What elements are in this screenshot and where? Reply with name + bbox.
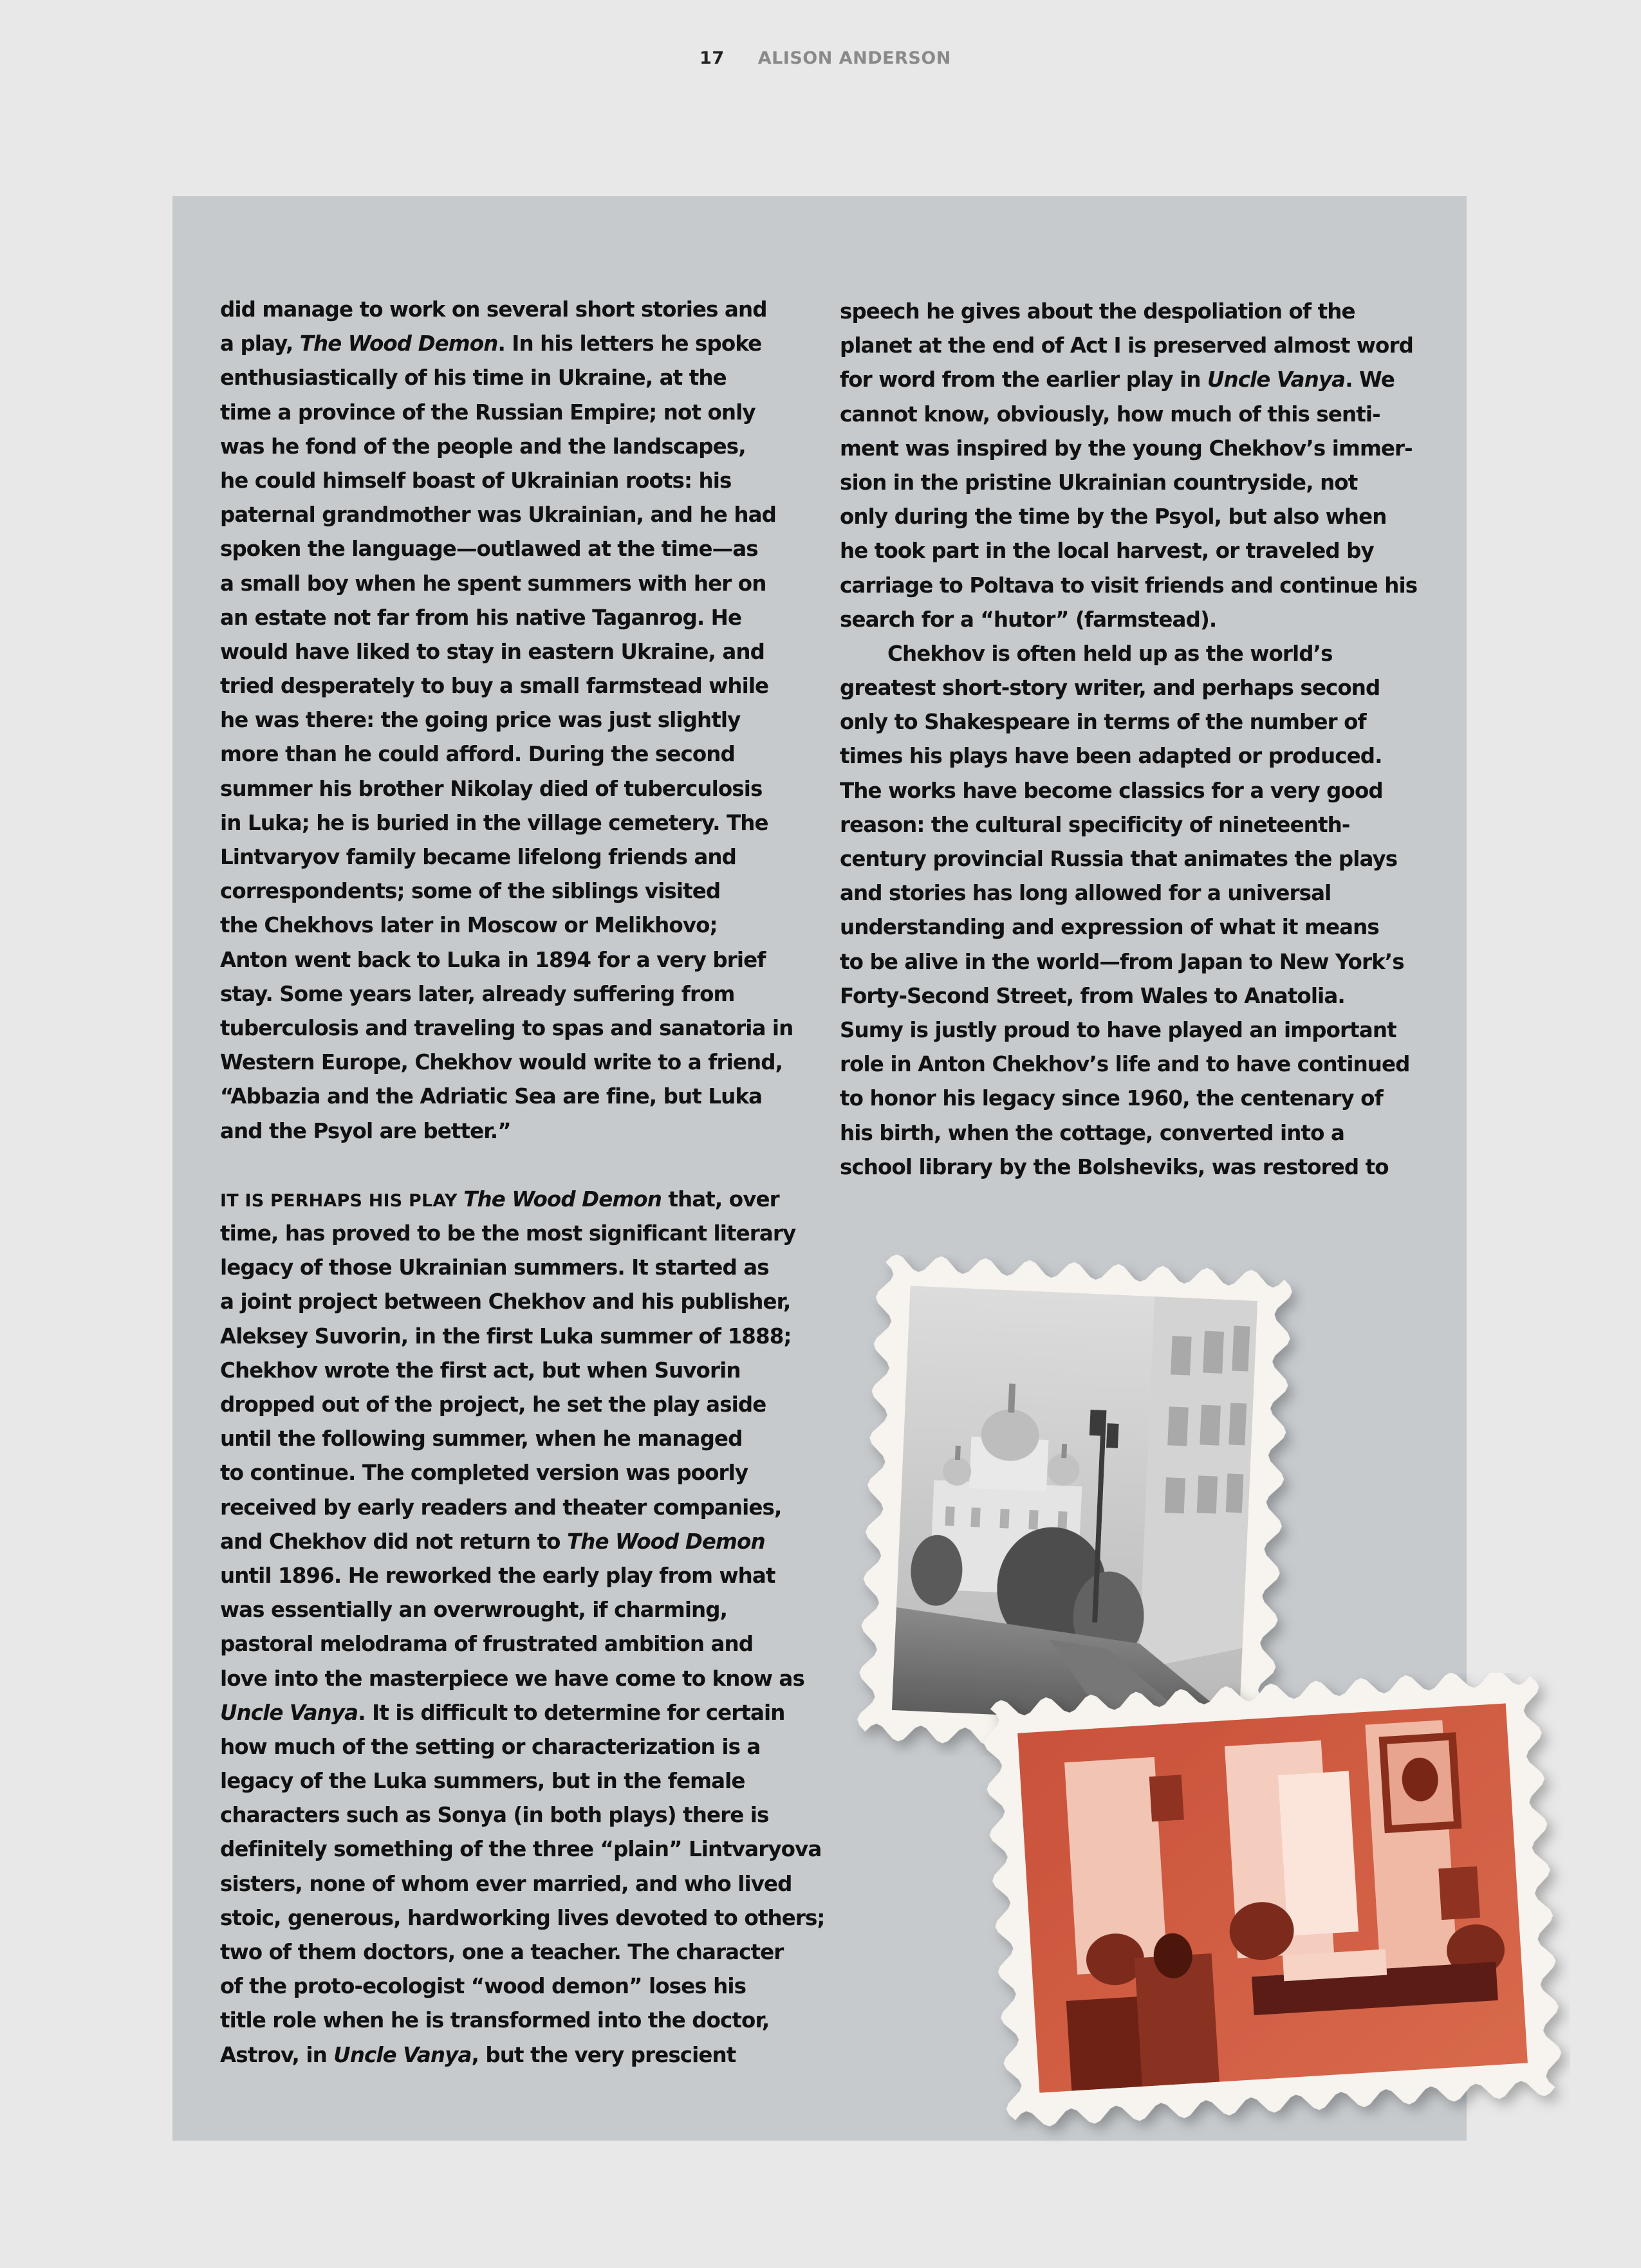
- text-segment: cannot know, obviously, how much of this senti-: [840, 401, 1380, 427]
- text-line: [220, 977, 812, 1011]
- text-line: [220, 1114, 812, 1148]
- text-line: [840, 534, 1438, 568]
- text-line: [220, 1627, 812, 1661]
- text-segment: school library by the Bolsheviks, was restored to: [840, 1154, 1389, 1179]
- text-segment: sion in the pristine Ukrainian countryside, not: [840, 470, 1358, 495]
- text-line: [220, 1969, 812, 2004]
- text-line: [220, 1764, 812, 1798]
- text-segment: and stories has long allowed for a universal: [840, 881, 1331, 906]
- text-segment: he was there: the going price was just slightly: [220, 708, 741, 733]
- text-line: [220, 498, 812, 532]
- text-segment: more than he could afford. During the second: [220, 742, 735, 767]
- text-line: [840, 1013, 1438, 1047]
- text-segment: and the Psyol are better.”: [220, 1118, 511, 1143]
- text-line: [220, 703, 812, 737]
- text-segment: Anton went back to Luka in 1894 for a very brief: [220, 947, 766, 972]
- text-line: [840, 1082, 1438, 1116]
- text-segment: Astrov, in: [220, 2042, 334, 2067]
- text-segment: until 1896. He reworked the early play from what: [220, 1563, 775, 1588]
- text-segment: time a province of the Russian Empire; not only: [220, 400, 756, 425]
- text-segment: an estate not far from his native Taganrog. He: [220, 605, 742, 630]
- text-line: [840, 603, 1438, 637]
- text-segment: ment was inspired by the young Chekhov’s immer-: [840, 436, 1413, 461]
- text-segment: Lintvaryov family became lifelong friends and: [220, 845, 737, 869]
- text-segment: summer his brother Nikolay died of tuberculosis: [220, 776, 763, 801]
- text-segment: that, over: [661, 1186, 779, 1212]
- text-line: [220, 2038, 812, 2072]
- text-line: [840, 432, 1438, 466]
- text-line: [220, 840, 812, 874]
- text-line: [220, 874, 812, 908]
- text-line: [840, 910, 1438, 945]
- text-segment: dropped out of the project, he set the play aside: [220, 1392, 766, 1417]
- text-line: [840, 671, 1438, 705]
- text-segment: a joint project between Chekhov and his publisher,: [220, 1289, 791, 1314]
- text-line: [840, 1116, 1438, 1150]
- text-segment: legacy of those Ukrainian summers. It started as: [220, 1255, 769, 1280]
- text-segment: tried desperately to buy a small farmstead while: [220, 674, 769, 699]
- text-line: [220, 1354, 812, 1388]
- text-line: [220, 1525, 812, 1559]
- text-line: [220, 1730, 812, 1764]
- text-segment: search for a “hutor” (farmstead).: [840, 607, 1217, 632]
- text-segment: , but the very prescient: [471, 2042, 736, 2067]
- text-line: [840, 500, 1438, 534]
- text-line: [840, 876, 1438, 910]
- text-line: [220, 806, 812, 840]
- text-segment: title role when he is transformed into the doctor,: [220, 2008, 770, 2033]
- text-line: [220, 1251, 812, 1285]
- lead-in-caps: IT IS PERHAPS HIS PLAY: [220, 1190, 464, 1211]
- text-segment: and Chekhov did not return to: [220, 1529, 567, 1554]
- text-line: [840, 774, 1438, 808]
- text-line: [220, 1559, 812, 1593]
- text-segment: Chekhov is often held up as the world’s: [887, 641, 1333, 666]
- text-segment: . We: [1345, 367, 1395, 392]
- text-line: [220, 293, 812, 327]
- text-segment: enthusiastically of his time in Ukraine, at the: [220, 365, 727, 391]
- text-segment: correspondents; some of the siblings visited: [220, 879, 721, 904]
- text-segment: his birth, when the cottage, converted into a: [840, 1120, 1344, 1145]
- text-line: [220, 1901, 825, 1935]
- text-line: [220, 2004, 812, 2038]
- text-line: [220, 1080, 812, 1114]
- text-segment: the Chekhovs later in Moscow or Melikhovo;: [220, 913, 718, 938]
- text-segment: a small boy when he spent summers with her on: [220, 571, 766, 596]
- text-segment: . It is difficult to determine for certain: [358, 1700, 785, 1725]
- text-segment: how much of the setting or characterization is a: [220, 1734, 761, 1759]
- text-segment: . In his letters he spoke: [497, 331, 762, 356]
- left-text-column: [220, 293, 825, 2072]
- text-line: [840, 1047, 1438, 1082]
- text-segment: stoic, generous, hardworking lives devoted to others;: [220, 1905, 825, 1930]
- running-head: [0, 45, 1641, 71]
- text-line: [220, 1422, 812, 1456]
- text-segment: did manage to work on several short stories and: [220, 297, 767, 322]
- text-segment: sisters, none of whom ever married, and who lived: [220, 1871, 792, 1896]
- text-line: [220, 1011, 812, 1046]
- text-segment: time, has proved to be the most significant literary: [220, 1221, 796, 1246]
- text-line: [220, 635, 812, 669]
- text-line: [220, 1456, 812, 1490]
- italic-title: The Wood Demon: [463, 1186, 662, 1212]
- text-segment: received by early readers and theater companies,: [220, 1495, 782, 1520]
- text-segment: greatest short-story writer, and perhaps second: [840, 676, 1380, 701]
- text-segment: planet at the end of Act I is preserved almost word: [840, 333, 1413, 358]
- text-line: [220, 1832, 822, 1867]
- text-segment: love into the masterpiece we have come to know as: [220, 1666, 804, 1691]
- text-segment: stay. Some years later, already suffering from: [220, 981, 735, 1006]
- text-line: [220, 532, 812, 566]
- text-line: [220, 1696, 812, 1730]
- text-line: [840, 842, 1438, 876]
- text-line: [220, 1388, 812, 1422]
- text-line: [220, 1593, 812, 1627]
- text-segment: carriage to Poltava to visit friends and continue his: [840, 573, 1418, 598]
- text-segment: Forty-Second Street, from Wales to Anatolia.: [840, 983, 1345, 1008]
- text-segment: The works have become classics for a very good: [840, 778, 1383, 803]
- text-line: [840, 569, 1438, 603]
- text-segment: spoken the language—outlawed at the time—as: [220, 537, 758, 562]
- text-segment: paternal grandmother was Ukrainian, and he had: [220, 502, 776, 528]
- text-segment: in Luka; he is buried in the village cemetery. The: [220, 810, 768, 835]
- text-segment: role in Anton Chekhov’s life and to have continued: [840, 1052, 1410, 1077]
- text-line: [220, 1935, 812, 1969]
- italic-title: The Wood Demon: [299, 331, 498, 356]
- author-name: ALISON ANDERSON: [757, 48, 951, 68]
- text-segment: Sumy is justly proud to have played an important: [840, 1017, 1396, 1042]
- text-line: [220, 361, 812, 395]
- text-line: [840, 979, 1438, 1013]
- paragraph-break: [220, 1148, 812, 1183]
- text-line: [220, 601, 812, 635]
- text-segment: two of them doctors, one a teacher. The character: [220, 1940, 784, 1964]
- text-segment: only during the time by the Psyol, but also when: [840, 504, 1387, 530]
- text-line: [220, 1491, 812, 1525]
- text-segment: would have liked to stay in eastern Ukraine, and: [220, 639, 765, 664]
- text-line: [220, 1217, 812, 1251]
- text-segment: to honor his legacy since 1960, the centenary of: [840, 1086, 1383, 1111]
- italic-title: Uncle Vanya: [333, 2042, 472, 2067]
- text-line: [840, 295, 1438, 329]
- text-segment: “Abbazia and the Adriatic Sea are fine, but Luka: [220, 1084, 763, 1109]
- text-segment: characters such as Sonya (in both plays) there is: [220, 1803, 769, 1828]
- italic-title: Uncle Vanya: [1207, 367, 1346, 392]
- text-segment: of the proto-ecologist “wood demon” loses his: [220, 1974, 746, 1999]
- text-segment: to be alive in the world—from Japan to New York’s: [840, 949, 1404, 974]
- text-line: [840, 739, 1438, 773]
- text-segment: Aleksey Suvorin, in the first Luka summer of 1888;: [220, 1323, 792, 1349]
- text-segment: a play,: [220, 331, 300, 356]
- text-segment: Chekhov wrote the first act, but when Suvorin: [220, 1358, 741, 1383]
- text-line: [220, 396, 812, 430]
- text-segment: times his plays have been adapted or produced.: [840, 744, 1382, 769]
- text-line: [840, 945, 1438, 979]
- text-line: [220, 1798, 812, 1832]
- right-text-column: [840, 295, 1438, 1185]
- text-segment: legacy of the Luka summers, but in the female: [220, 1769, 745, 1794]
- text-line: [840, 398, 1438, 432]
- text-line: [840, 808, 1438, 842]
- text-segment: until the following summer, when he managed: [220, 1426, 743, 1452]
- text-line: [220, 1046, 812, 1080]
- text-line: [220, 430, 812, 464]
- text-segment: only to Shakespeare in terms of the number of: [840, 710, 1366, 735]
- text-line: [840, 466, 1438, 500]
- text-line: [220, 464, 812, 498]
- text-segment: understanding and expression of what it means: [840, 915, 1379, 940]
- text-line: [840, 705, 1438, 739]
- text-segment: he took part in the local harvest, or traveled by: [840, 539, 1374, 564]
- text-line: [220, 1285, 812, 1319]
- text-line: [220, 737, 812, 771]
- text-segment: definitely something of the three “plain” Lintvaryova: [220, 1837, 822, 1862]
- text-line: [220, 1662, 812, 1696]
- text-segment: was essentially an overwrought, if charming,: [220, 1598, 728, 1623]
- text-line: [220, 1320, 812, 1354]
- text-segment: speech he gives about the despoliation of the: [840, 299, 1355, 324]
- text-segment: he could himself boast of Ukrainian roots: his: [220, 468, 732, 493]
- text-line: [840, 637, 1438, 671]
- text-segment: for word from the earlier play in: [840, 367, 1207, 392]
- text-line: [220, 669, 812, 703]
- italic-title: Uncle Vanya: [220, 1700, 358, 1725]
- text-line: [220, 772, 812, 806]
- text-segment: reason: the cultural specificity of nineteenth-: [840, 812, 1350, 837]
- text-line: [220, 943, 812, 977]
- text-segment: to continue. The completed version was poorly: [220, 1461, 748, 1486]
- text-line: [840, 329, 1438, 363]
- text-line: [840, 1150, 1438, 1185]
- page-number: 17: [700, 48, 725, 68]
- text-line: [220, 908, 812, 943]
- text-segment: Western Europe, Chekhov would write to a friend,: [220, 1050, 783, 1075]
- interior-room-photo: [978, 1673, 1570, 2175]
- text-segment: tuberculosis and traveling to spas and sanatoria in: [220, 1015, 793, 1040]
- text-segment: century provincial Russia that animates the plays: [840, 847, 1398, 871]
- italic-title: The Wood Demon: [566, 1529, 765, 1554]
- text-line: [220, 327, 812, 361]
- text-line: [220, 567, 812, 601]
- text-line: [220, 1867, 812, 1901]
- text-segment: pastoral melodrama of frustrated ambition and: [220, 1632, 754, 1657]
- text-line: [220, 1183, 812, 1217]
- text-line: [840, 363, 1438, 397]
- text-segment: was he fond of the people and the landscapes,: [220, 434, 746, 459]
